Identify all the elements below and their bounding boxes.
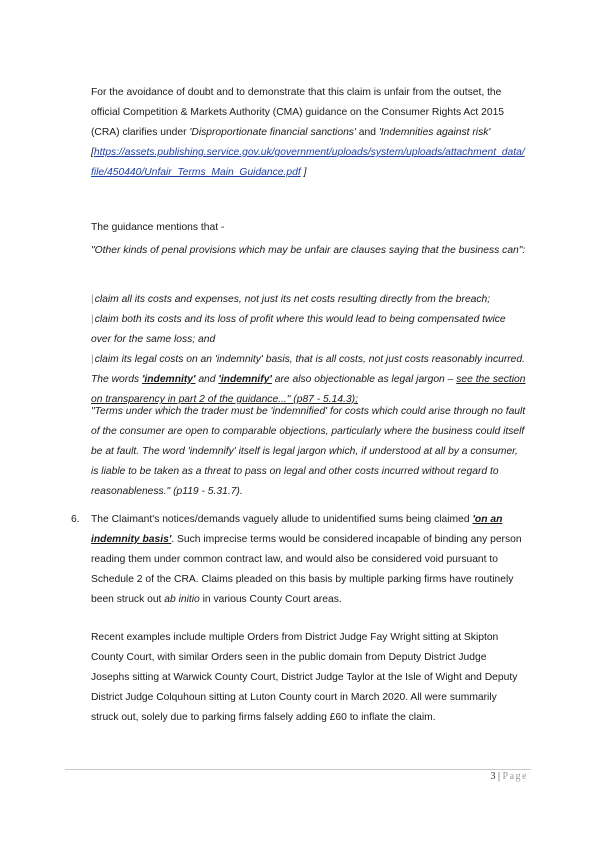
guidance-intro: The guidance mentions that - <box>91 222 225 233</box>
footer-divider <box>65 769 531 770</box>
item-number: 6. <box>71 514 80 525</box>
indemnity-quote-block: "Terms under which the trader must be 'indemnified' for costs which could arise through no fault of the consumer are open to comparable objections, particularly where the business could itself be at fault. The word 'indemnify' itself is legal jargon which, if understood at all by a consumer, is liable to be taken as a threat to pass on legal and other costs incurred without regard to reasonableness." (p119 - 5.31.7). <box>91 406 526 497</box>
bullet-item-loss-of-profit: |claim both its costs and its loss of profit where this would lead to being compensated twice over for the same loss; and <box>91 314 506 345</box>
bullet-item-legal-costs: |claim its legal costs on an 'indemnity' basis, that is all costs, not just costs reasonably incurred. The words 'indemnity' and 'indemnify' are also objectionable as legal jargon – see the section on transparency in part 2 of the guidance..." (p87 - 5.14.3); <box>91 354 526 405</box>
quote-intro: "Other kinds of penal provisions which may be unfair are clauses saying that the business can": <box>91 245 526 256</box>
paragraph-cma-guidance: For the avoidance of doubt and to demonstrate that this claim is unfair from the outset, the official Competition & Markets Authority (CMA) guidance on the Consumer Rights Act 2015 (CRA) clarifies under 'Disproportionate financial sanctions' and 'Indemnities against risk' [https://assets.publishing.service.gov.uk/government/uploads/system/uploads/attachment_data/file/450440/Unfair_Terms_Main_Guidance.pdf ] <box>91 87 525 178</box>
guidance-section-reference: see the section on transparency in part 2 of the guidance..." (p87 - 5.14.3); <box>91 374 526 405</box>
paragraph-indemnity-basis: The Claimant's notices/demands vaguely allude to unidentified sums being claimed 'on an indemnity basis'. Such imprecise terms would be considered incapable of binding any person reading them under common contract law, and would also be considered void pursuant to Schedule 2 of the CRA. Claims pleaded on this basis by multiple parking firms have routinely been struck out ab initio in various County Court areas. <box>91 514 522 605</box>
page-footer: 3 | Page <box>490 771 528 782</box>
bullet-item-costs: |claim all its costs and expenses, not just its net costs resulting directly from the breach; <box>91 294 491 305</box>
paragraph-recent-examples: Recent examples include multiple Orders from District Judge Fay Wright sitting at Skipton County Court, with similar Orders seen in the public domain from Deputy District Judge Josephs sitting at Warwick County Court, District Judge Taylor at the Isle of Wight and Deputy District Judge Colquhoun sitting at Luton County court in March 2020. All were summarily struck out, solely due to parking firms falsely adding £60 to inflate the claim. <box>91 632 518 723</box>
guidance-link[interactable]: https://assets.publishing.service.gov.uk/government/uploads/system/uploads/attachment_data/file/450440/Unfair_Terms_Main_Guidance.pdf <box>91 147 525 178</box>
